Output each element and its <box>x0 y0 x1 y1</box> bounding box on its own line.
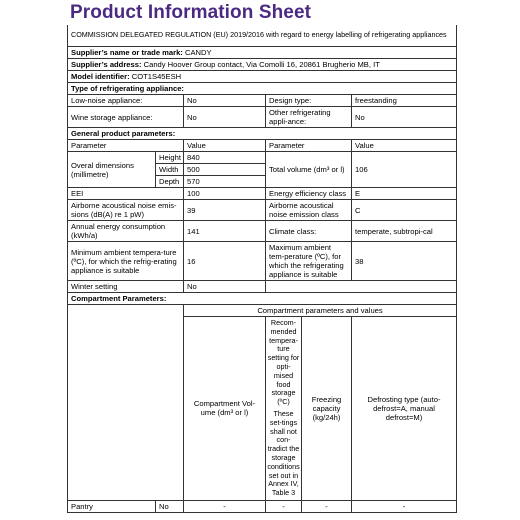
noise-class-label: Airborne acoustical noise emission class <box>266 200 352 221</box>
compartment-volume-header: Compartment Vol-ume (dm³ or l) <box>184 317 266 501</box>
eei-row <box>68 188 457 200</box>
wine-storage-row <box>68 107 457 128</box>
climate-class-label: Climate class: <box>266 221 352 242</box>
height-value: 840 <box>184 152 266 164</box>
pantry-volume: - <box>184 500 266 512</box>
supplier-address-value: Candy Hoover Group contact, Via Comolli 16, 20861 Brugherio MB, IT <box>143 60 380 69</box>
model-value: COT1S45ESH <box>131 72 182 81</box>
pantry-present: No <box>156 500 184 512</box>
design-type-label: Design type: <box>266 95 352 107</box>
parameter-header-2: Parameter <box>266 140 352 152</box>
supplier-name-row <box>68 47 457 59</box>
low-noise-row <box>68 95 457 107</box>
design-type-value: freestanding <box>352 95 457 107</box>
total-volume-label: Total volume (dm³ or l) <box>266 152 352 188</box>
winter-setting-row <box>68 281 457 293</box>
wine-storage-value: No <box>184 107 266 128</box>
max-temp-label: Maximum ambient tem-perature (ºC), for which the refrigerating appliance is suitable <box>266 242 352 281</box>
min-temp-value: 16 <box>184 242 266 281</box>
noise-row <box>68 200 457 221</box>
page-title: Product Information Sheet <box>70 2 312 23</box>
value-header: Value <box>184 140 266 152</box>
max-temp-value: 38 <box>352 242 457 281</box>
parameter-header: Parameter <box>68 140 184 152</box>
pantry-temp: - <box>266 500 302 512</box>
supplier-address-row <box>68 59 457 71</box>
width-label: Width <box>156 164 184 176</box>
model-row <box>68 71 457 83</box>
dimensions-label: Overal dimensions (millimetre) <box>68 152 156 188</box>
pantry-row <box>68 500 457 512</box>
eei-label: EEI <box>68 188 184 200</box>
supplier-name-value: CANDY <box>184 48 212 57</box>
compartment-values-heading-row <box>68 305 457 317</box>
low-noise-label: Low-noise appliance: <box>68 95 184 107</box>
other-refrig-label: Other refrigerating appli-ance: <box>266 107 352 128</box>
depth-label: Depth <box>156 176 184 188</box>
pantry-label: Pantry <box>68 500 156 512</box>
winter-setting-label: Winter setting <box>68 281 184 293</box>
info-table <box>67 25 457 513</box>
depth-value: 570 <box>184 176 266 188</box>
pantry-freezing: - <box>302 500 352 512</box>
winter-setting-empty <box>266 281 457 293</box>
temperature-row <box>68 242 457 281</box>
low-noise-value: No <box>184 95 266 107</box>
storage-conditions-text: These set-tings shall not con-tradict the storage conditions set out in Annex IV, Table 3 <box>267 408 300 498</box>
energy-class-label: Energy efficiency class <box>266 188 352 200</box>
annual-energy-value: 141 <box>184 221 266 242</box>
wine-storage-label: Wine storage appliance: <box>68 107 184 128</box>
model-label: Model identifier: <box>71 72 130 81</box>
type-heading: Type of refrigerating appliance: <box>68 83 457 95</box>
compartment-blank-cell <box>68 305 184 501</box>
climate-class-value: temperate, subtropi-cal <box>352 221 457 242</box>
height-label: Height <box>156 152 184 164</box>
total-volume-value: 106 <box>352 152 457 188</box>
pantry-defrost: - <box>352 500 457 512</box>
regulation-text: COMMISSION DELEGATED REGULATION (EU) 2019/2016 with regard to energy labelling of refrigerating appliances <box>68 25 457 47</box>
recommended-temp-text: Recom-mended tempera-ture setting for opti-mised food storage (ºC) <box>267 318 300 407</box>
recommended-temp-header <box>266 317 302 501</box>
supplier-name-label: Supplier’s name or trade mark: <box>71 48 183 57</box>
general-header-row <box>68 140 457 152</box>
winter-setting-value: No <box>184 281 266 293</box>
value-header-2: Value <box>352 140 457 152</box>
energy-class-value: E <box>352 188 457 200</box>
freezing-capacity-header: Freezing capacity (kg/24h) <box>302 317 352 501</box>
annual-energy-label: Annual energy consumption (kWh/a) <box>68 221 184 242</box>
noise-emissions-label: Airborne acoustical noise emis-sions (dB(A) re 1 pW) <box>68 200 184 221</box>
compartment-heading: Compartment Parameters: <box>68 293 457 305</box>
eei-value: 100 <box>184 188 266 200</box>
min-temp-label: Minimum ambient tempera-ture (ºC), for which the refrig-erating appliance is suitable <box>68 242 184 281</box>
energy-row <box>68 221 457 242</box>
compartment-values-heading: Compartment parameters and values <box>184 305 457 317</box>
noise-emissions-value: 39 <box>184 200 266 221</box>
noise-class-value: C <box>352 200 457 221</box>
other-refrig-value: No <box>352 107 457 128</box>
general-heading: General product parameters: <box>68 128 457 140</box>
defrosting-type-header: Defrosting type (auto-defrost=A, manual defrost=M) <box>352 317 457 501</box>
width-value: 500 <box>184 164 266 176</box>
supplier-address-label: Supplier’s address: <box>71 60 142 69</box>
dimensions-row-height <box>68 152 457 164</box>
